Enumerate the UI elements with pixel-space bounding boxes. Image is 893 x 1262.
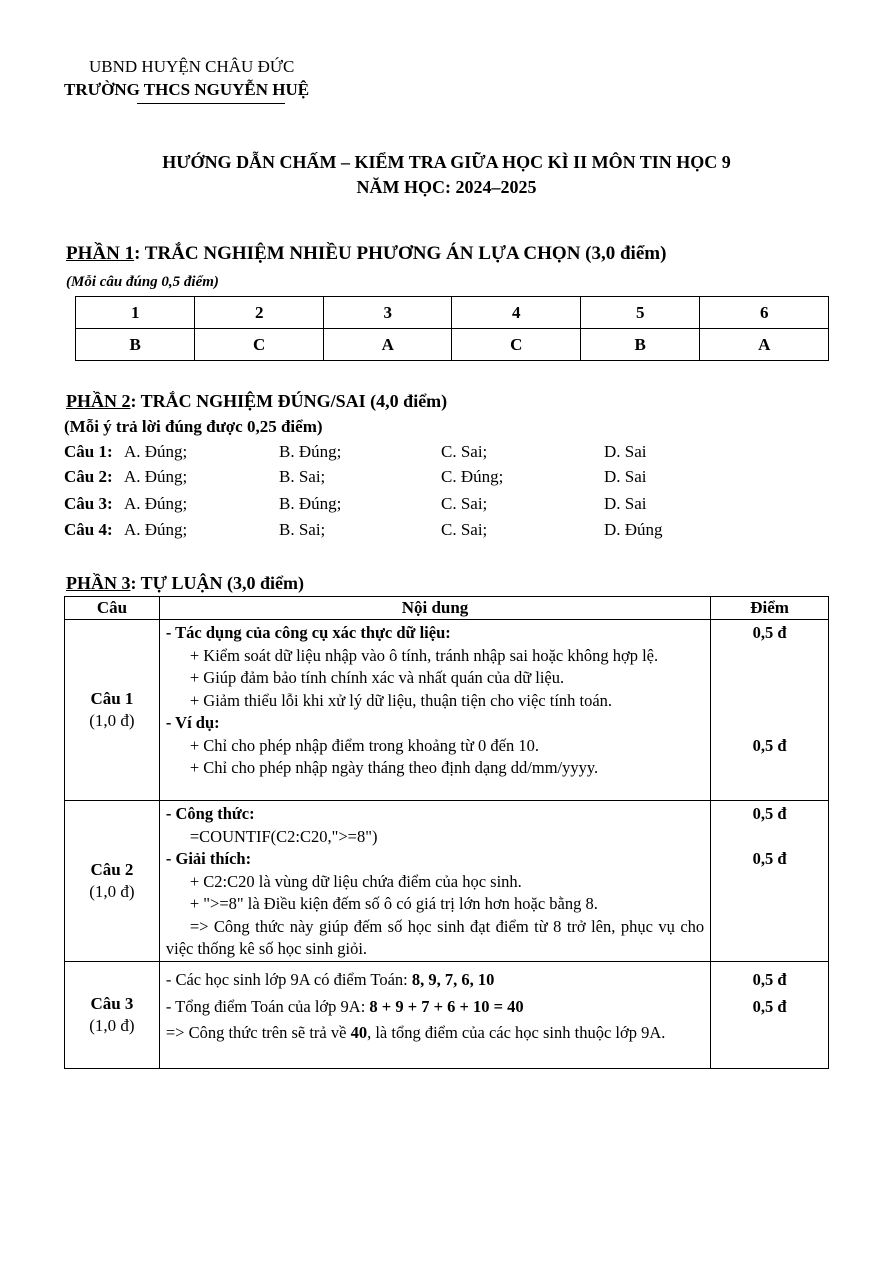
score-cell (711, 620, 829, 801)
answer-heading: - Công thức: (165, 804, 255, 823)
mc-number: 5 (580, 297, 699, 329)
essay-row-q1 (65, 620, 829, 801)
formula-line: =COUNTIF(C2:C20,">=8") (189, 826, 378, 846)
score-spacer (711, 826, 828, 848)
answer-bold: 40 (350, 1022, 368, 1042)
tf-question: Câu 4: (64, 520, 113, 539)
mc-number: 6 (700, 297, 829, 329)
part2-heading (66, 391, 447, 412)
answer-text: => Công thức trên sẽ trả về (165, 1022, 351, 1042)
answer-line: + Chỉ cho phép nhập điểm trong khoảng từ 0 đến 10. (189, 735, 539, 755)
tf-row (64, 467, 824, 491)
part1-label: PHẦN 1 (66, 243, 135, 264)
essay-row-q3 (65, 961, 829, 1068)
tf-option: C. Sai; (441, 494, 488, 513)
tf-option: B. Đúng; (279, 494, 342, 513)
answer-content (159, 620, 710, 801)
org-name: UBND HUYỆN CHÂU ĐỨC (89, 57, 295, 76)
part1-title: : TRẮC NGHIỆM NHIỀU PHƯƠNG ÁN LỰA CHỌN (3,0 điểm) (134, 243, 667, 264)
answer-line: + Giúp đảm bảo tính chính xác và nhất quán của dữ liệu. (189, 668, 565, 687)
score-value: 0,5 đ (752, 623, 787, 642)
part3-label: PHẦN 3 (66, 573, 131, 593)
question-cell (65, 620, 160, 801)
part2-note: (Mỗi ý trả lời đúng được 0,25 điểm) (64, 417, 323, 436)
part2-label: PHẦN 2 (66, 391, 131, 411)
part1-heading (66, 243, 666, 265)
answer-text: , là tổng điểm của các học sinh thuộc lớp 9A. (367, 1022, 666, 1042)
essay-table (64, 596, 829, 1069)
tf-question: Câu 2: (64, 467, 113, 486)
answer-bold: 8, 9, 7, 6, 10 (411, 969, 495, 989)
answer-line: => Công thức này giúp đếm số học sinh đạt điểm từ 8 trở lên, phục vụ cho việc thống kê số học sinh giỏi. (165, 916, 705, 958)
score-spacer (711, 645, 828, 735)
score-value: 0,5 đ (752, 804, 787, 823)
tf-option: B. Sai; (279, 467, 326, 486)
part1-note: (Mỗi câu đúng 0,5 điểm) (66, 274, 219, 290)
answer-text: - Tổng điểm Toán của lớp 9A: (165, 996, 370, 1016)
tf-option: A. Đúng; (124, 442, 188, 461)
answer-text: - Các học sinh lớp 9A có điểm Toán: (165, 969, 412, 989)
question-cell (65, 961, 160, 1068)
answer-line: + Chỉ cho phép nhập ngày tháng theo định dạng dd/mm/yyyy. (189, 758, 599, 777)
tf-question: Câu 3: (64, 494, 113, 513)
answer-heading: - Tác dụng của công cụ xác thực dữ liệu: (165, 623, 451, 642)
answer-content (159, 801, 710, 962)
essay-header-row (65, 597, 829, 620)
question-points: (1,0 đ) (89, 711, 135, 730)
mc-answer: B (580, 329, 699, 361)
header-question: Câu (65, 597, 160, 620)
mc-answer: C (195, 329, 324, 361)
answer-bold: 8 + 9 + 7 + 6 + 10 = 40 (369, 996, 524, 1016)
answer-heading: - Ví dụ: (165, 713, 220, 732)
mc-number: 2 (195, 297, 324, 329)
mc-number: 1 (76, 297, 195, 329)
mc-answer: B (76, 329, 195, 361)
doc-subtitle: NĂM HỌC: 2024–2025 (356, 177, 537, 197)
tf-option: D. Sai (604, 442, 647, 461)
tf-row (64, 494, 824, 518)
tf-option: D. Đúng (604, 520, 663, 539)
tf-option: D. Sai (604, 494, 647, 513)
tf-option: C. Sai; (441, 442, 488, 461)
mc-answer-row (76, 329, 829, 361)
mc-number-row (76, 297, 829, 329)
tf-question: Câu 1: (64, 442, 113, 461)
answer-content (159, 961, 710, 1068)
question-cell (65, 801, 160, 962)
tf-option: B. Đúng; (279, 442, 342, 461)
score-value: 0,5 đ (752, 996, 787, 1016)
score-value: 0,5 đ (752, 969, 787, 989)
doc-title: HƯỚNG DẪN CHẤM – KIỂM TRA GIỮA HỌC KÌ II MÔN TIN HỌC 9 (162, 152, 731, 172)
tf-option: A. Đúng; (124, 494, 188, 513)
header-content: Nội dung (159, 597, 710, 620)
answer-line: + C2:C20 là vùng dữ liệu chứa điểm của học sinh. (189, 871, 522, 891)
mc-answer-table (75, 296, 829, 361)
question-name: Câu 2 (90, 859, 134, 879)
tf-row (64, 520, 824, 544)
score-cell (711, 961, 829, 1068)
answer-heading: - Giải thích: (165, 849, 252, 868)
answer-line (166, 993, 704, 1020)
mc-number: 4 (452, 297, 581, 329)
header-score: Điểm (711, 597, 829, 620)
score-value: 0,5 đ (752, 848, 787, 868)
mc-answer: A (700, 329, 829, 361)
question-name: Câu 3 (90, 993, 134, 1013)
mc-number: 3 (323, 297, 452, 329)
answer-line: + Giảm thiểu lỗi khi xử lý dữ liệu, thuận tiện cho việc tính toán. (189, 690, 613, 710)
part2-title: : TRẮC NGHIỆM ĐÚNG/SAI (4,0 điểm) (130, 391, 448, 411)
tf-option: A. Đúng; (124, 520, 188, 539)
tf-option: D. Sai (604, 467, 647, 486)
answer-line (166, 1020, 704, 1044)
tf-option: A. Đúng; (124, 467, 188, 486)
question-name: Câu 1 (90, 689, 134, 708)
tf-option: C. Sai; (441, 520, 488, 539)
essay-row-q2 (65, 801, 829, 962)
score-value: 0,5 đ (752, 735, 787, 755)
mc-answer: C (452, 329, 581, 361)
school-underline (137, 103, 285, 104)
answer-line: + ">=8" là Điều kiện đếm số ô có giá trị lớn hơn hoặc bằng 8. (189, 894, 598, 913)
tf-row (64, 442, 824, 466)
tf-option: C. Đúng; (441, 467, 504, 486)
answer-line (166, 966, 704, 993)
question-points: (1,0 đ) (89, 1015, 135, 1035)
school-name: TRƯỜNG THCS NGUYỄN HUỆ (64, 80, 310, 99)
question-points: (1,0 đ) (89, 881, 135, 901)
tf-option: B. Sai; (279, 520, 326, 539)
answer-line: + Kiểm soát dữ liệu nhập vào ô tính, tránh nhập sai hoặc không hợp lệ. (189, 645, 659, 665)
mc-answer: A (323, 329, 452, 361)
score-cell (711, 801, 829, 962)
part3-heading (66, 573, 304, 594)
part3-title: : TỰ LUẬN (3,0 điểm) (130, 573, 304, 593)
